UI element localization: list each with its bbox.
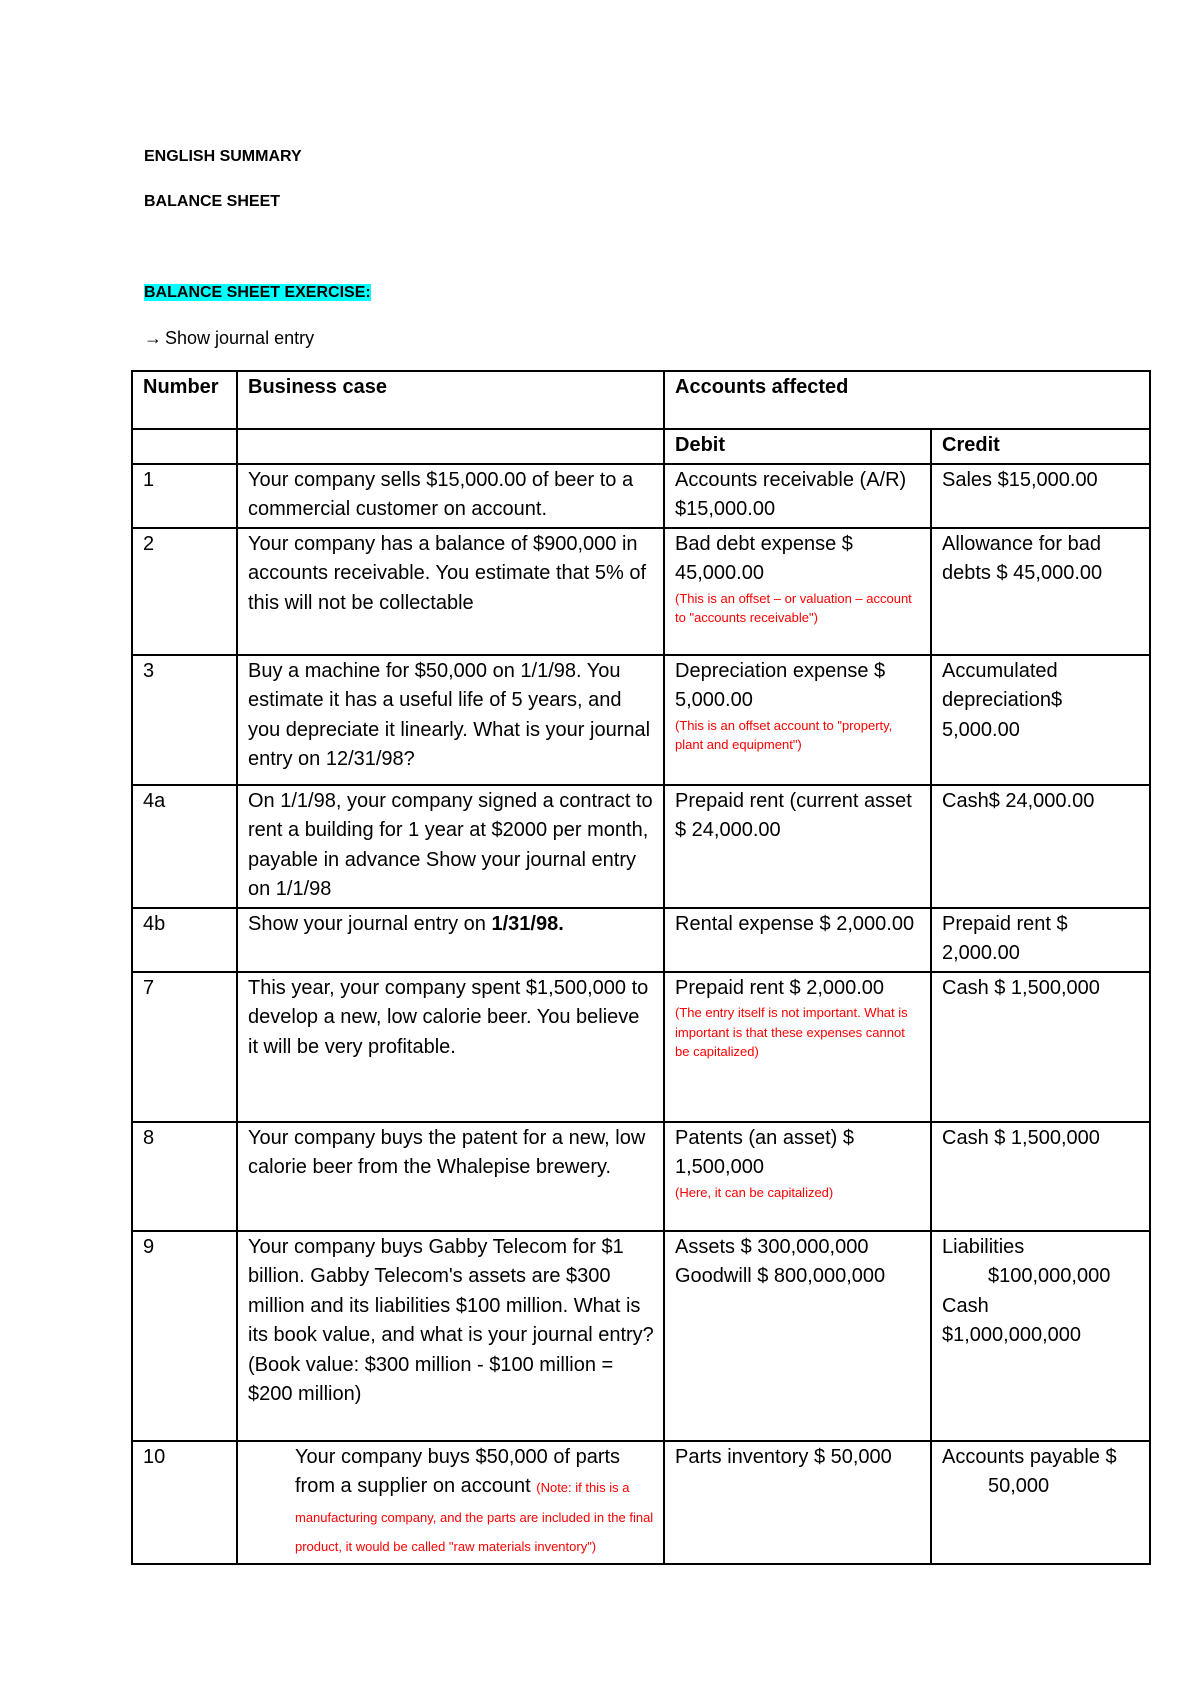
instruction-text: Show journal entry bbox=[165, 328, 315, 348]
row-debit bbox=[664, 1231, 931, 1441]
row-credit: Accumulated depreciation$ 5,000.00 bbox=[931, 655, 1150, 785]
journal-entry-table bbox=[131, 370, 1151, 1565]
row-number: 3 bbox=[132, 655, 237, 785]
debit-text: Bad debt expense $ 45,000.00 bbox=[675, 532, 853, 584]
credit-line: Liabilities bbox=[942, 1235, 1025, 1258]
debit-note: (Here, it can be capitalized) bbox=[675, 1184, 834, 1200]
document-title: ENGLISH SUMMARY bbox=[144, 148, 302, 165]
row-credit bbox=[931, 1441, 1150, 1564]
table-row bbox=[132, 1441, 1150, 1564]
case-note: (Note: if this is a manufacturing company, and the parts are included in the final product, it would be called "raw materials inventory") bbox=[295, 1480, 654, 1554]
row-debit bbox=[664, 972, 931, 1122]
header-accounts-affected: Accounts affected bbox=[664, 371, 1150, 429]
row-debit: Rental expense $ 2,000.00 bbox=[664, 908, 931, 972]
row-business-case: Your company has a balance of $900,000 in accounts receivable. You estimate that 5% of this will not be collectable bbox=[237, 528, 664, 655]
table-row bbox=[132, 464, 1150, 528]
table-row bbox=[132, 785, 1150, 908]
row-number: 4b bbox=[132, 908, 237, 972]
row-business-case: Buy a machine for $50,000 on 1/1/98. You estimate it has a useful life of 5 years, and you depreciate it linearly. What is your journal entry on 12/31/98? bbox=[237, 655, 664, 785]
row-credit: Sales $15,000.00 bbox=[931, 464, 1150, 528]
table-header-row bbox=[132, 371, 1150, 429]
row-credit: Cash $ 1,500,000 bbox=[931, 972, 1150, 1122]
table-row bbox=[132, 1122, 1150, 1231]
debit-note: (This is an offset – or valuation – account to "accounts receivable") bbox=[675, 590, 912, 625]
row-number: 8 bbox=[132, 1122, 237, 1231]
row-credit: Allowance for bad debts $ 45,000.00 bbox=[931, 528, 1150, 655]
row-business-case: Your company sells $15,000.00 of beer to a commercial customer on account. bbox=[237, 464, 664, 528]
row-business-case: Your company buys Gabby Telecom for $1 billion. Gabby Telecom's assets are $300 million and its liabilities $100 million. What is its book value, and what is your journal entry? (Book value: $300 million - $100 million = $200 million) bbox=[237, 1231, 664, 1441]
row-credit bbox=[931, 1231, 1150, 1441]
row-credit: Prepaid rent $ 2,000.00 bbox=[931, 908, 1150, 972]
section-title: BALANCE SHEET bbox=[144, 193, 281, 210]
exercise-heading bbox=[144, 284, 371, 302]
row-business-case bbox=[237, 1441, 664, 1564]
table-row bbox=[132, 972, 1150, 1122]
row-business-case bbox=[237, 908, 664, 972]
table-row bbox=[132, 1231, 1150, 1441]
case-text: Show your journal entry on bbox=[248, 912, 492, 935]
exercise-heading-highlight: BALANCE SHEET EXERCISE: bbox=[144, 284, 371, 301]
header-business-case: Business case bbox=[237, 371, 664, 429]
case-date-bold: 1/31/98. bbox=[491, 912, 564, 935]
debit-text: Patents (an asset) $ 1,500,000 bbox=[675, 1126, 854, 1178]
row-debit bbox=[664, 1122, 931, 1231]
debit-line: Goodwill $ 800,000,000 bbox=[675, 1265, 886, 1287]
row-number: 10 bbox=[132, 1441, 237, 1564]
credit-line: Cash bbox=[942, 1294, 989, 1317]
header-credit: Credit bbox=[931, 429, 1150, 464]
instruction-line bbox=[144, 328, 314, 349]
table-row bbox=[132, 655, 1150, 785]
header-number: Number bbox=[132, 371, 237, 429]
row-debit: Prepaid rent (current asset $ 24,000.00 bbox=[664, 785, 931, 908]
debit-text: Depreciation expense $ 5,000.00 bbox=[675, 659, 886, 711]
credit-line: $100,000,000 bbox=[988, 1265, 1111, 1287]
row-debit bbox=[664, 528, 931, 655]
credit-line: $1,000,000,000 bbox=[942, 1324, 1082, 1346]
row-credit: Cash$ 24,000.00 bbox=[931, 785, 1150, 908]
credit-line: Accounts payable $ bbox=[942, 1445, 1117, 1468]
subheader-empty bbox=[237, 429, 664, 464]
table-row bbox=[132, 908, 1150, 972]
row-number: 1 bbox=[132, 464, 237, 528]
credit-line: 50,000 bbox=[988, 1475, 1050, 1497]
row-number: 2 bbox=[132, 528, 237, 655]
table-subheader-row bbox=[132, 429, 1150, 464]
arrow-right-icon: → bbox=[144, 328, 162, 348]
row-business-case: On 1/1/98, your company signed a contract to rent a building for 1 year at $2000 per month, payable in advance Show your journal entry on 1/1/98 bbox=[237, 785, 664, 908]
row-number: 7 bbox=[132, 972, 237, 1122]
debit-note: (This is an offset account to "property, plant and equipment") bbox=[675, 717, 893, 752]
debit-line: Assets $ 300,000,000 bbox=[675, 1235, 869, 1258]
row-debit bbox=[664, 655, 931, 785]
row-debit: Accounts receivable (A/R) $15,000.00 bbox=[664, 464, 931, 528]
table-row bbox=[132, 528, 1150, 655]
row-number: 9 bbox=[132, 1231, 237, 1441]
debit-text: Prepaid rent $ 2,000.00 bbox=[675, 976, 885, 999]
row-business-case: This year, your company spent $1,500,000 to develop a new, low calorie beer. You believe it will be very profitable. bbox=[237, 972, 664, 1122]
subheader-empty bbox=[132, 429, 237, 464]
row-credit: Cash $ 1,500,000 bbox=[931, 1122, 1150, 1231]
header-debit: Debit bbox=[664, 429, 931, 464]
row-debit: Parts inventory $ 50,000 bbox=[664, 1441, 931, 1564]
row-business-case: Your company buys the patent for a new, low calorie beer from the Whalepise brewery. bbox=[237, 1122, 664, 1231]
debit-note: (The entry itself is not important. What is important is that these expenses cannot be capitalized) bbox=[675, 1005, 908, 1059]
case-text: Your company buys $50,000 of parts from a supplier on account bbox=[295, 1445, 621, 1497]
row-number: 4a bbox=[132, 785, 237, 908]
